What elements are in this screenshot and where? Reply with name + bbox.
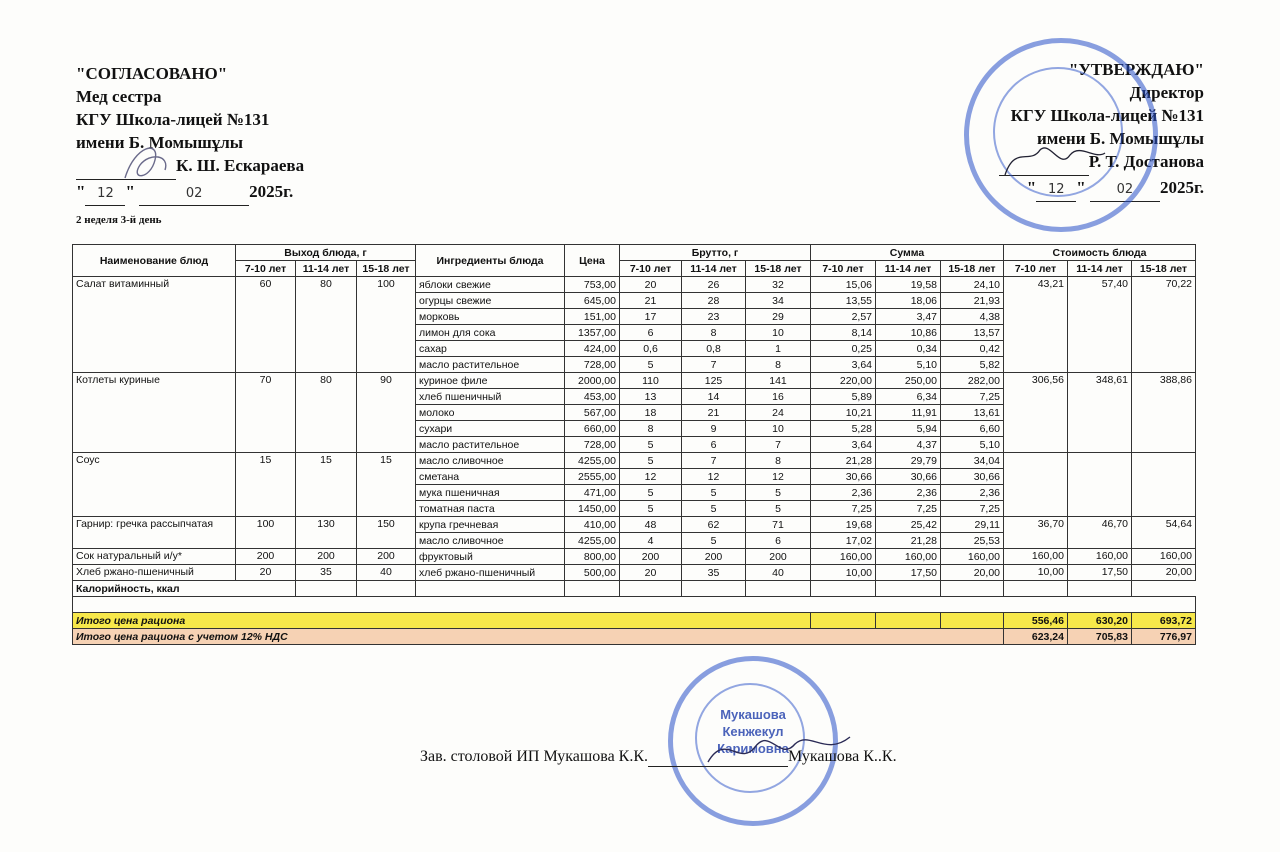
ingredient-sum: 3,47: [876, 309, 941, 325]
ingredient-sum: 2,36: [941, 485, 1004, 501]
col-cost: Стоимость блюда: [1004, 245, 1196, 261]
total-value: 630,20: [1068, 613, 1132, 629]
ingredient-sum: 5,82: [941, 357, 1004, 373]
ingredient-name: масло сливочное: [416, 453, 565, 469]
ingredient-gross: 29: [746, 309, 811, 325]
approval-role: Мед сестра: [76, 87, 162, 106]
ingredient-sum: 29,79: [876, 453, 941, 469]
ingredient-sum: 160,00: [876, 549, 941, 565]
ingredient-gross: 4: [620, 533, 682, 549]
ingredient-gross: 71: [746, 517, 811, 533]
date-month: 02: [139, 182, 249, 206]
ingredient-gross: 23: [682, 309, 746, 325]
dish-yield: 80: [296, 277, 357, 373]
total-value: 693,72: [1132, 613, 1196, 629]
dish-yield: 60: [236, 277, 296, 373]
ingredient-gross: 5: [682, 501, 746, 517]
approval-signer: Р. Т. Достанова: [1088, 152, 1204, 171]
table-row: [73, 277, 1196, 293]
director-signature: [1000, 135, 1110, 185]
ingredient-sum: 21,93: [941, 293, 1004, 309]
ingredient-sum: 25,42: [876, 517, 941, 533]
ingredient-gross: 26: [682, 277, 746, 293]
ingredient-sum: 3,64: [811, 357, 876, 373]
ingredient-gross: 12: [746, 469, 811, 485]
ingredient-sum: 11,91: [876, 405, 941, 421]
col-ingredients: Ингредиенты блюда: [416, 245, 565, 277]
ingredient-gross: 125: [682, 373, 746, 389]
ingredient-name: сахар: [416, 341, 565, 357]
ingredient-gross: 7: [682, 357, 746, 373]
table-summary: [73, 581, 1196, 645]
ingredient-sum: 2,36: [876, 485, 941, 501]
table-body: [73, 277, 1196, 581]
ingredient-gross: 5: [682, 485, 746, 501]
ingredient-gross: 21: [682, 405, 746, 421]
ingredient-sum: 7,25: [941, 501, 1004, 517]
ingredient-sum: 20,00: [941, 565, 1004, 581]
ingredient-sum: 0,34: [876, 341, 941, 357]
total-vat-value: 705,83: [1068, 629, 1132, 645]
ingredient-gross: 21: [620, 293, 682, 309]
ingredient-gross: 17: [620, 309, 682, 325]
stamp-text: Каримовна: [717, 741, 789, 756]
ingredient-sum: 21,28: [876, 533, 941, 549]
ingredient-sum: 160,00: [941, 549, 1004, 565]
approval-org-name: имени Б. Момышұлы: [76, 133, 244, 152]
dish-yield: 200: [236, 549, 296, 565]
dish-yield: 35: [296, 565, 357, 581]
col-age: 11-14 лет: [682, 261, 746, 277]
calories-row: [73, 581, 1196, 597]
dish-cost: 306,56: [1004, 373, 1068, 453]
dish-cost: 36,70: [1004, 517, 1068, 549]
ingredient-price: 151,00: [565, 309, 620, 325]
dish-yield: 70: [236, 373, 296, 453]
approval-org: КГУ Школа-лицей №131: [1010, 106, 1204, 125]
date-year: 2025г.: [1159, 178, 1204, 197]
col-age: 7-10 лет: [620, 261, 682, 277]
ingredient-name: куриное филе: [416, 373, 565, 389]
ingredient-sum: 0,42: [941, 341, 1004, 357]
ingredient-price: 471,00: [565, 485, 620, 501]
stamp-text: Мукашова: [720, 707, 786, 722]
col-age: 7-10 лет: [811, 261, 876, 277]
ingredient-sum: 25,53: [941, 533, 1004, 549]
ingredient-name: фруктовый: [416, 549, 565, 565]
col-age: 15-18 лет: [746, 261, 811, 277]
table-row: [73, 565, 1196, 581]
ingredient-sum: 7,25: [941, 389, 1004, 405]
ingredient-gross: 48: [620, 517, 682, 533]
ingredient-gross: 200: [620, 549, 682, 565]
ingredient-sum: 13,57: [941, 325, 1004, 341]
ingredient-gross: 8: [620, 421, 682, 437]
calories-label: Калорийность, ккал: [73, 581, 296, 597]
ingredient-sum: 17,02: [811, 533, 876, 549]
col-age: 11-14 лет: [876, 261, 941, 277]
dish-yield: 20: [236, 565, 296, 581]
dish-yield: 130: [296, 517, 357, 549]
ingredient-sum: 7,25: [876, 501, 941, 517]
ingredient-price: 424,00: [565, 341, 620, 357]
dish-cost: [1004, 453, 1068, 517]
ingredient-gross: 5: [620, 501, 682, 517]
dish-name: Гарнир: гречка рассыпчатая: [73, 517, 236, 549]
table-head: [73, 245, 1196, 277]
ingredient-sum: 3,64: [811, 437, 876, 453]
col-dish-name: Наименование блюд: [73, 245, 236, 277]
ingredient-sum: 5,10: [941, 437, 1004, 453]
ingredient-sum: 2,36: [811, 485, 876, 501]
dish-cost: [1132, 453, 1196, 517]
total-value: 556,46: [1004, 613, 1068, 629]
ingredient-gross: 10: [746, 325, 811, 341]
dish-cost: 388,86: [1132, 373, 1196, 453]
ingredient-price: 753,00: [565, 277, 620, 293]
dish-yield: 15: [236, 453, 296, 517]
date-day: 12: [85, 182, 125, 206]
approval-signer-line: [76, 154, 304, 180]
ingredient-name: хлеб ржано-пшеничный: [416, 565, 565, 581]
ingredient-gross: 20: [620, 565, 682, 581]
ingredient-gross: 14: [682, 389, 746, 405]
ingredient-gross: 12: [620, 469, 682, 485]
ingredient-gross: 32: [746, 277, 811, 293]
ingredient-gross: 28: [682, 293, 746, 309]
ingredient-gross: 24: [746, 405, 811, 421]
dish-cost: 43,21: [1004, 277, 1068, 373]
ingredient-gross: 35: [682, 565, 746, 581]
ingredient-price: 567,00: [565, 405, 620, 421]
ingredient-sum: 5,10: [876, 357, 941, 373]
dish-yield: 100: [236, 517, 296, 549]
nurse-signature: [115, 140, 185, 190]
dish-cost: [1068, 453, 1132, 517]
dish-cost: 46,70: [1068, 517, 1132, 549]
ingredient-gross: 110: [620, 373, 682, 389]
ingredient-price: 410,00: [565, 517, 620, 533]
ingredient-price: 1357,00: [565, 325, 620, 341]
ingredient-name: масло сливочное: [416, 533, 565, 549]
ingredient-gross: 0,8: [682, 341, 746, 357]
dish-yield: 200: [357, 549, 416, 565]
ingredient-sum: 34,04: [941, 453, 1004, 469]
ingredient-sum: 8,14: [811, 325, 876, 341]
ingredient-gross: 5: [682, 533, 746, 549]
total-vat-row: [73, 629, 1196, 645]
ingredient-gross: 5: [620, 357, 682, 373]
dish-name: Соус: [73, 453, 236, 517]
footer-right: Мукашова К..К.: [788, 748, 897, 765]
dish-cost: 17,50: [1068, 565, 1132, 581]
ingredient-gross: 13: [620, 389, 682, 405]
ingredient-gross: 8: [746, 357, 811, 373]
col-price: Цена: [565, 245, 620, 277]
ingredient-gross: 5: [620, 437, 682, 453]
ingredient-sum: 2,57: [811, 309, 876, 325]
col-sum: Сумма: [811, 245, 1004, 261]
ingredient-sum: 5,28: [811, 421, 876, 437]
approval-date-line: " 12 " 02 2025г.: [999, 176, 1204, 202]
ingredient-price: 1450,00: [565, 501, 620, 517]
ingredient-sum: 15,06: [811, 277, 876, 293]
col-age: 11-14 лет: [1068, 261, 1132, 277]
approval-signer: К. Ш. Ескараева: [176, 156, 305, 175]
table-row: [73, 373, 1196, 389]
ingredient-gross: 34: [746, 293, 811, 309]
ingredient-sum: 5,89: [811, 389, 876, 405]
ingredient-price: 2000,00: [565, 373, 620, 389]
ingredient-gross: 5: [620, 453, 682, 469]
dish-yield: 15: [357, 453, 416, 517]
ingredient-sum: 10,00: [811, 565, 876, 581]
dish-yield: 80: [296, 373, 357, 453]
ingredient-sum: 250,00: [876, 373, 941, 389]
ingredient-sum: 13,55: [811, 293, 876, 309]
dish-cost: 160,00: [1068, 549, 1132, 565]
ingredient-gross: 1: [746, 341, 811, 357]
ingredient-gross: 12: [682, 469, 746, 485]
total-vat-value: 623,24: [1004, 629, 1068, 645]
approval-role: Директор: [1129, 83, 1204, 102]
ingredient-gross: 7: [746, 437, 811, 453]
ingredient-sum: 10,86: [876, 325, 941, 341]
ingredient-gross: 40: [746, 565, 811, 581]
col-age: 15-18 лет: [1132, 261, 1196, 277]
ingredient-gross: 62: [682, 517, 746, 533]
ingredient-sum: 6,34: [876, 389, 941, 405]
col-age: 15-18 лет: [941, 261, 1004, 277]
approval-date-line: " 12 " 02 2025г.: [76, 180, 304, 206]
approval-title: "СОГЛАСОВАНО": [76, 64, 228, 83]
spacer-row: [73, 597, 1196, 613]
ingredient-price: 728,00: [565, 437, 620, 453]
ingredient-price: 4255,00: [565, 533, 620, 549]
table-row: [73, 453, 1196, 469]
ingredient-sum: 220,00: [811, 373, 876, 389]
dish-cost: 160,00: [1004, 549, 1068, 565]
dish-name: Сок натуральный и/у*: [73, 549, 236, 565]
dish-cost: 54,64: [1132, 517, 1196, 549]
ingredient-name: крупа гречневая: [416, 517, 565, 533]
ingredient-sum: 29,11: [941, 517, 1004, 533]
menu-table: [72, 244, 1196, 645]
ingredient-gross: 20: [620, 277, 682, 293]
dish-cost: 10,00: [1004, 565, 1068, 581]
total-row: [73, 613, 1196, 629]
ingredient-name: масло растительное: [416, 357, 565, 373]
dish-cost: 20,00: [1132, 565, 1196, 581]
ingredient-name: яблоки свежие: [416, 277, 565, 293]
date-month: 02: [1090, 178, 1160, 202]
dish-yield: 90: [357, 373, 416, 453]
ingredient-name: огурцы свежие: [416, 293, 565, 309]
ingredient-sum: 7,25: [811, 501, 876, 517]
ingredient-gross: 18: [620, 405, 682, 421]
dish-name: Салат витаминный: [73, 277, 236, 373]
ingredient-name: томатная паста: [416, 501, 565, 517]
dish-yield: 15: [296, 453, 357, 517]
date-year: 2025г.: [249, 182, 294, 201]
table-row: [73, 517, 1196, 533]
week-label: 2 неделя 3-й день: [76, 214, 162, 226]
ingredient-gross: 16: [746, 389, 811, 405]
ingredient-name: морковь: [416, 309, 565, 325]
ingredient-sum: 0,25: [811, 341, 876, 357]
col-age: 15-18 лет: [357, 261, 416, 277]
ingredient-price: 660,00: [565, 421, 620, 437]
col-gross: Брутто, г: [620, 245, 811, 261]
col-age: 7-10 лет: [1004, 261, 1068, 277]
ingredient-sum: 17,50: [876, 565, 941, 581]
ingredient-sum: 4,37: [876, 437, 941, 453]
ingredient-gross: 5: [746, 501, 811, 517]
ingredient-gross: 7: [682, 453, 746, 469]
dish-name: Хлеб ржано-пшеничный: [73, 565, 236, 581]
approval-org-name: имени Б. Момышұлы: [1036, 129, 1204, 148]
ingredient-name: хлеб пшеничный: [416, 389, 565, 405]
total-vat-label: Итого цена рациона с учетом 12% НДС: [73, 629, 1004, 645]
ingredient-gross: 6: [620, 325, 682, 341]
ingredient-name: сухари: [416, 421, 565, 437]
ingredient-sum: 30,66: [941, 469, 1004, 485]
ingredient-price: 728,00: [565, 357, 620, 373]
ingredient-name: молоко: [416, 405, 565, 421]
ingredient-sum: 5,94: [876, 421, 941, 437]
ingredient-gross: 9: [682, 421, 746, 437]
approval-org: КГУ Школа-лицей №131: [76, 110, 270, 129]
ingredient-gross: 6: [746, 533, 811, 549]
ingredient-gross: 200: [682, 549, 746, 565]
dish-cost: 160,00: [1132, 549, 1196, 565]
total-vat-value: 776,97: [1132, 629, 1196, 645]
date-day: 12: [1036, 178, 1076, 202]
ingredient-gross: 0,6: [620, 341, 682, 357]
dish-name: Котлеты куриные: [73, 373, 236, 453]
ingredient-sum: 18,06: [876, 293, 941, 309]
dish-cost: 70,22: [1132, 277, 1196, 373]
dish-yield: 150: [357, 517, 416, 549]
ingredient-name: сметана: [416, 469, 565, 485]
ingredient-price: 800,00: [565, 549, 620, 565]
footer-left: Зав. столовой ИП Мукашова К.К.: [420, 748, 649, 765]
ingredient-sum: 19,68: [811, 517, 876, 533]
ingredient-name: мука пшеничная: [416, 485, 565, 501]
ingredient-sum: 19,58: [876, 277, 941, 293]
stamp-text: Кенжекул: [722, 724, 784, 739]
dish-cost: 348,61: [1068, 373, 1132, 453]
ingredient-gross: 8: [746, 453, 811, 469]
ingredient-price: 645,00: [565, 293, 620, 309]
ingredient-gross: 6: [682, 437, 746, 453]
ingredient-gross: 5: [746, 485, 811, 501]
ingredient-price: 4255,00: [565, 453, 620, 469]
ingredient-sum: 6,60: [941, 421, 1004, 437]
ingredient-sum: 30,66: [876, 469, 941, 485]
ingredient-sum: 282,00: [941, 373, 1004, 389]
approval-block-left: [76, 62, 304, 206]
dish-yield: 100: [357, 277, 416, 373]
ingredient-price: 453,00: [565, 389, 620, 405]
approval-title: "УТВЕРЖДАЮ": [1068, 60, 1204, 79]
col-age: 11-14 лет: [296, 261, 357, 277]
manager-signature: [700, 722, 860, 782]
ingredient-gross: 8: [682, 325, 746, 341]
ingredient-sum: 160,00: [811, 549, 876, 565]
col-yield: Выход блюда, г: [236, 245, 416, 261]
ingredient-name: лимон для сока: [416, 325, 565, 341]
ingredient-sum: 10,21: [811, 405, 876, 421]
dish-cost: 57,40: [1068, 277, 1132, 373]
ingredient-sum: 13,61: [941, 405, 1004, 421]
ingredient-sum: 30,66: [811, 469, 876, 485]
ingredient-sum: 4,38: [941, 309, 1004, 325]
ingredient-gross: 10: [746, 421, 811, 437]
col-age: 7-10 лет: [236, 261, 296, 277]
dish-yield: 200: [296, 549, 357, 565]
ingredient-sum: 24,10: [941, 277, 1004, 293]
ingredient-gross: 141: [746, 373, 811, 389]
total-label: Итого цена рациона: [73, 613, 811, 629]
ingredient-gross: 5: [620, 485, 682, 501]
ingredient-sum: 21,28: [811, 453, 876, 469]
ingredient-price: 2555,00: [565, 469, 620, 485]
dish-yield: 40: [357, 565, 416, 581]
ingredient-price: 500,00: [565, 565, 620, 581]
ingredient-name: масло растительное: [416, 437, 565, 453]
ingredient-gross: 200: [746, 549, 811, 565]
table-row: [73, 549, 1196, 565]
